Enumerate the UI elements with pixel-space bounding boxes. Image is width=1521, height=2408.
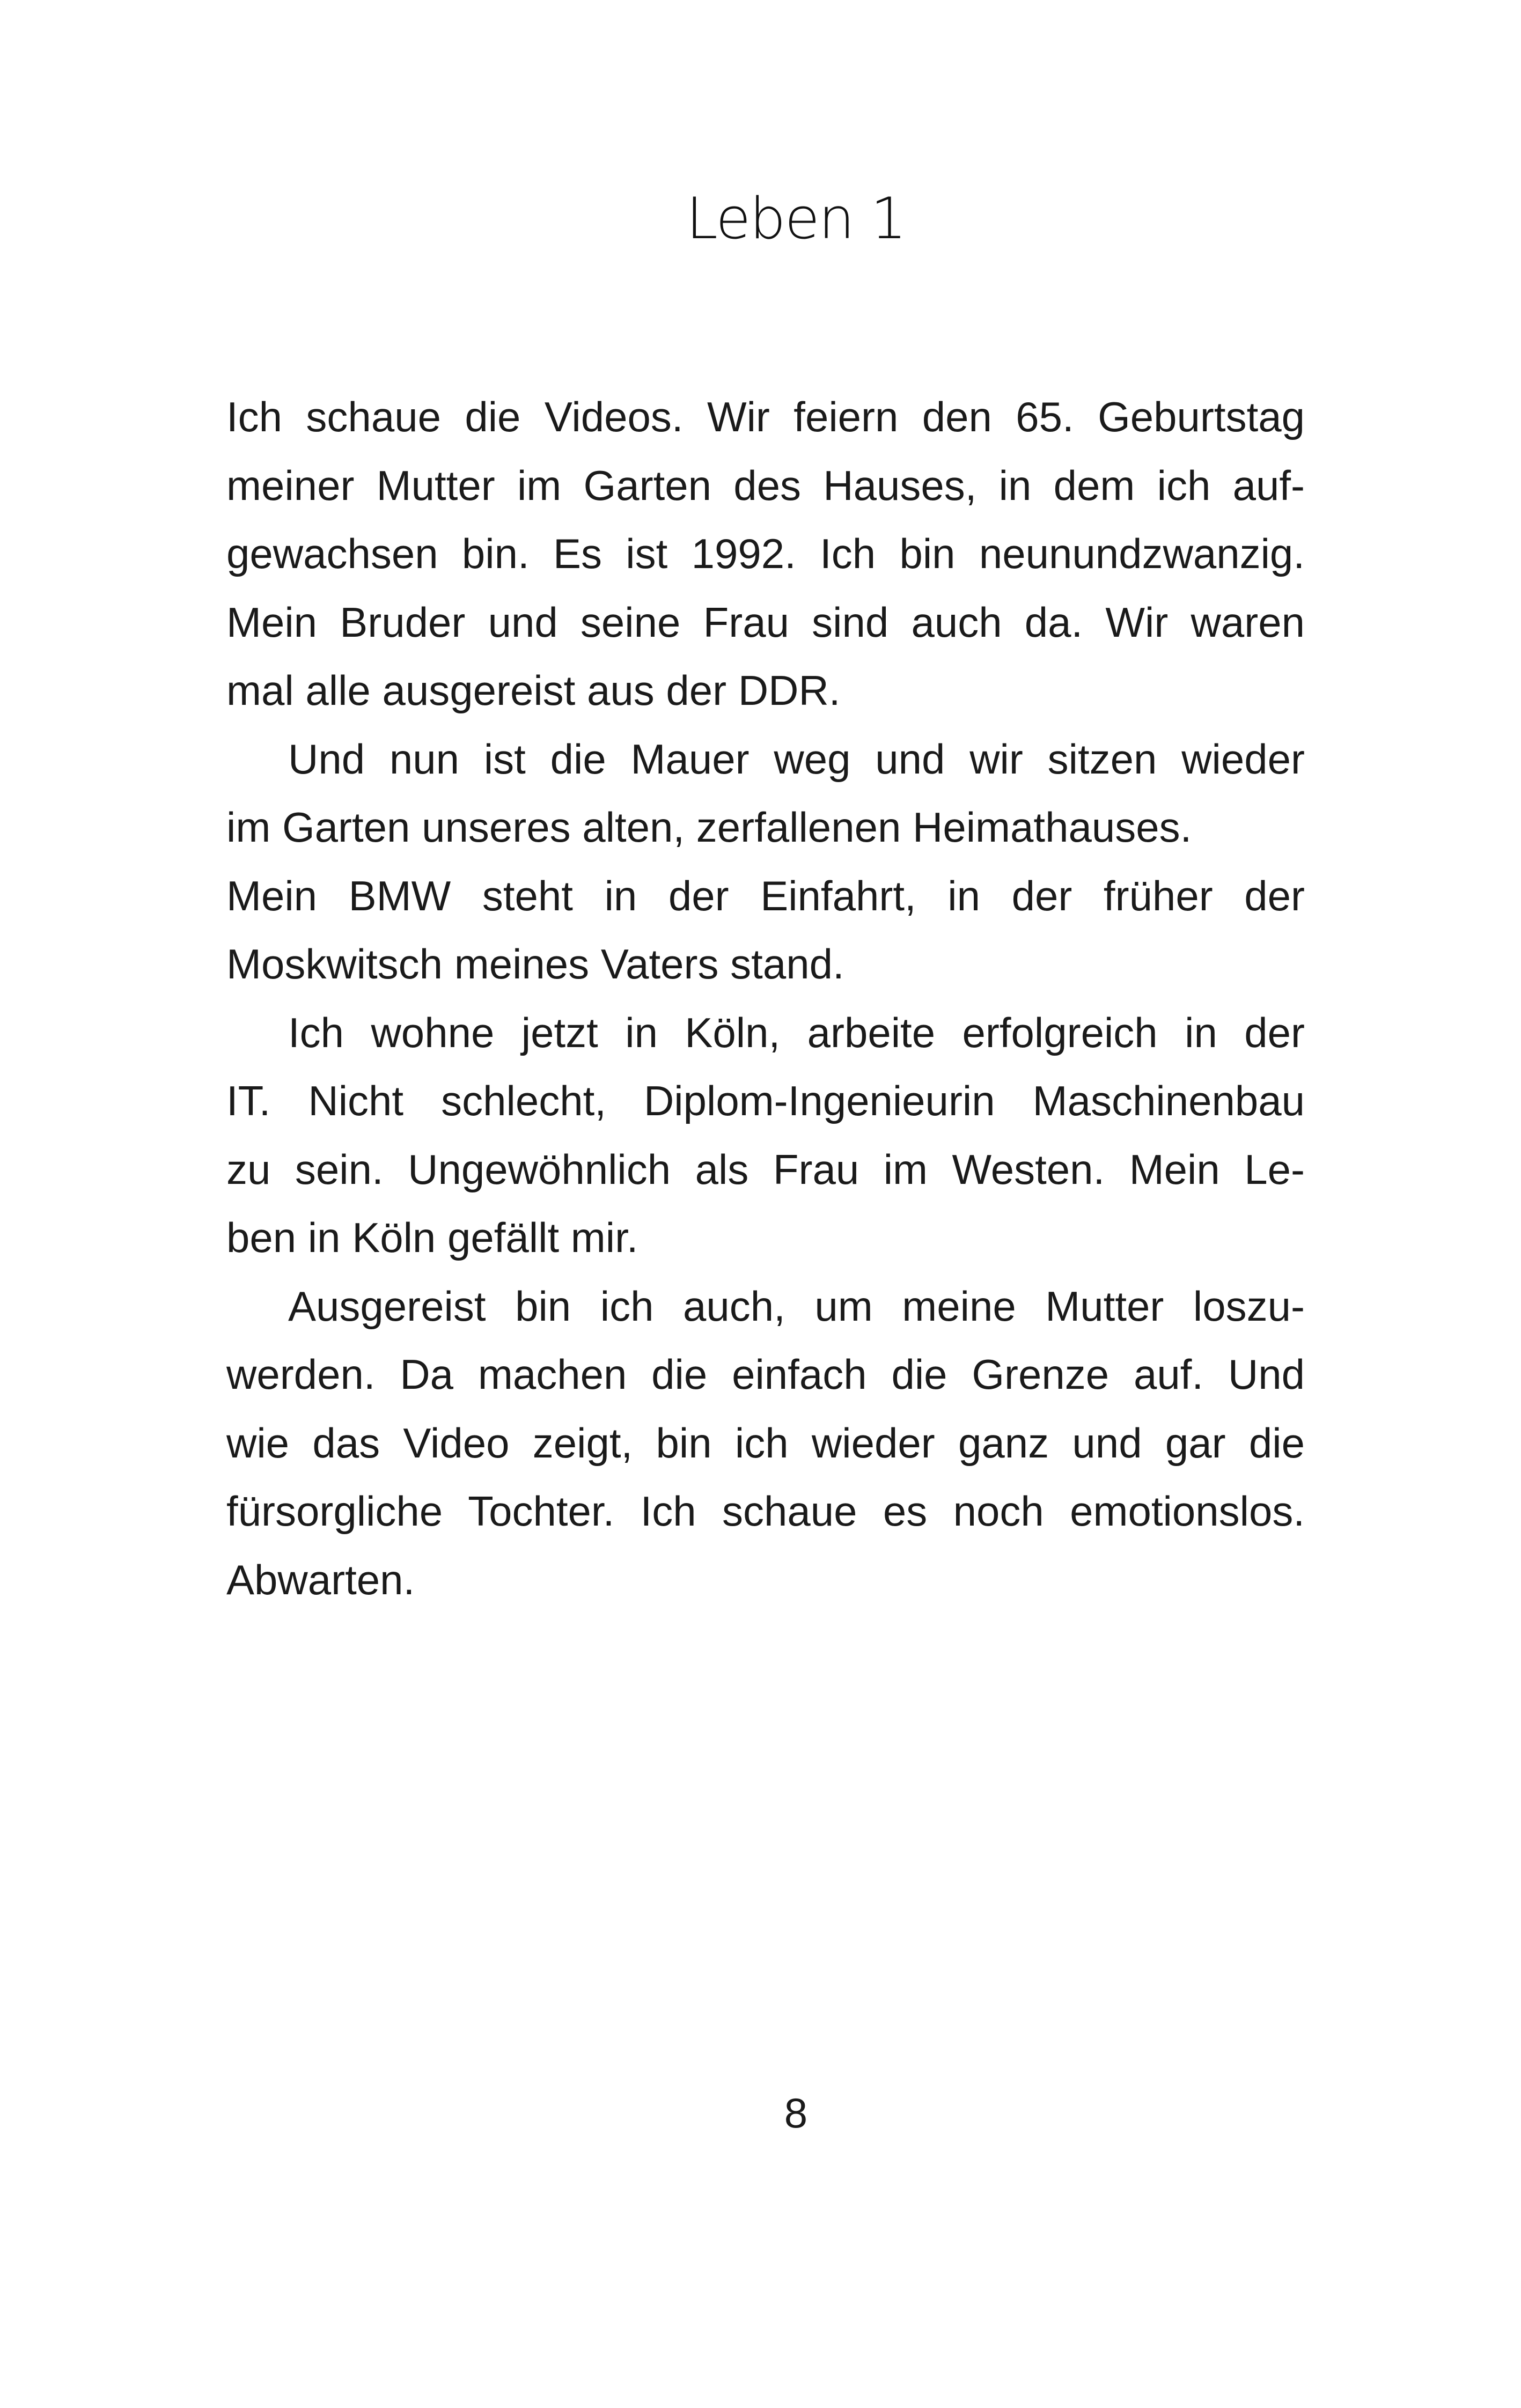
- paragraph: [226, 383, 1305, 725]
- text-line: Moskwitsch meines Vaters stand.: [226, 940, 844, 988]
- page-number: 8: [784, 2089, 808, 2137]
- text-line: Ich wohne jetzt in Köln, arbeite erfolgreich in der: [288, 1008, 1305, 1056]
- text-line: Mein BMW steht in der Einfahrt, in der früher der: [226, 872, 1305, 919]
- text-line: Ich schaue die Videos. Wir feiern den 65. Geburtstag: [226, 393, 1305, 440]
- text-line: wie das Video zeigt, bin ich wieder ganz und gar die: [226, 1419, 1305, 1467]
- body-text: [226, 383, 1305, 1614]
- text-line: zu sein. Ungewöhnlich als Frau im Westen. Mein Le-: [226, 1145, 1305, 1193]
- paragraph: [226, 862, 1305, 999]
- text-line: werden. Da machen die einfach die Grenze auf. Und: [226, 1351, 1305, 1398]
- paragraph: [226, 999, 1305, 1272]
- paragraph: [226, 1272, 1305, 1615]
- paragraph: [226, 725, 1305, 862]
- chapter-title: Leben 1: [686, 186, 906, 252]
- text-line: im Garten unseres alten, zerfallenen Heimathauses.: [226, 804, 1192, 851]
- text-line: IT. Nicht schlecht, Diplom-Ingenieurin Maschinenbau: [226, 1077, 1305, 1124]
- text-line: ben in Köln gefällt mir.: [226, 1214, 638, 1261]
- text-line: fürsorgliche Tochter. Ich schaue es noch emotionslos.: [226, 1487, 1305, 1535]
- text-line: mal alle ausgereist aus der DDR.: [226, 667, 841, 714]
- text-line: Abwarten.: [226, 1556, 415, 1603]
- text-line: Mein Bruder und seine Frau sind auch da. Wir waren: [226, 598, 1305, 646]
- text-line: Ausgereist bin ich auch, um meine Mutter loszu-: [288, 1282, 1305, 1330]
- text-line: Und nun ist die Mauer weg und wir sitzen wieder: [288, 735, 1305, 783]
- text-line: gewachsen bin. Es ist 1992. Ich bin neunundzwanzig.: [226, 530, 1305, 577]
- text-line: meiner Mutter im Garten des Hauses, in dem ich auf-: [226, 461, 1305, 509]
